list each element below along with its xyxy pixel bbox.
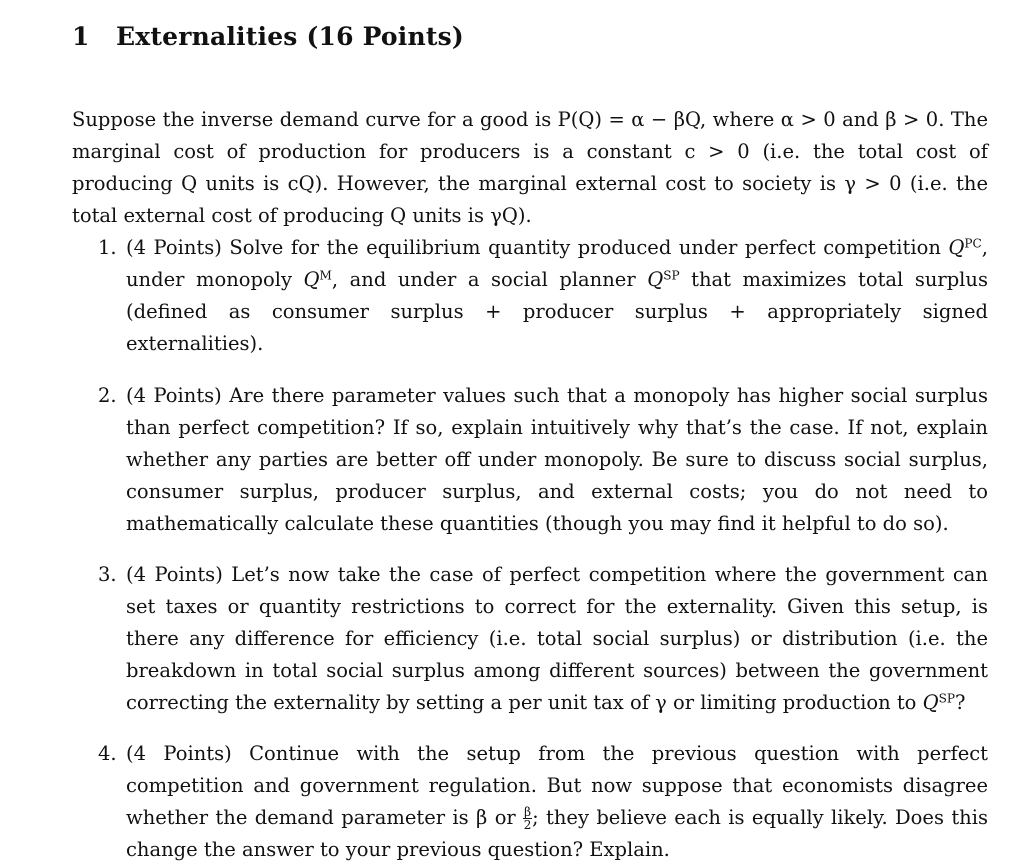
question-list xyxy=(98,232,988,866)
question-item xyxy=(98,380,988,540)
question-text: (4 Points) Continue with the setup from the previous question with perfect competition and government regulation. But now suppose that economists disagree whether the demand parameter is β or $\frac{\beta}{2}$ ; they believe each is equally likely. Does this change the answer to your previous question? Explain. xyxy=(126,742,988,861)
question-text: (4 Points) Solve for the equilibrium quantity produced under perfect competition $Q^{PC}$, under monopoly $Q^M$, and under a social planner $Q^{SP}$ that maximizes total surplus (defined as consumer surplus + producer surplus + appropriately signed externalities). xyxy=(126,236,988,355)
question-item xyxy=(98,559,988,719)
question-number: 3. xyxy=(98,563,117,586)
section-heading xyxy=(72,22,464,51)
question-text: (4 Points) Let’s now take the case of perfect competition where the government can set taxes or quantity restrictions to correct for the externality. Given this setup, is there any difference for efficiency (i.e. total social surplus) or distribution (i.e. the breakdown in total social surplus among different sources) between the government correcting the externality by setting a per unit tax of γ or limiting production to $Q^{SP}$? xyxy=(126,563,988,714)
question-item xyxy=(98,232,988,360)
section-title: Externalities (16 Points) xyxy=(116,22,464,51)
question-text: (4 Points) Are there parameter values such that a monopoly has higher social surplus than perfect competition? If so, explain intuitively why that’s the case. If not, explain whether any parties are better off under monopoly. Be sure to discuss social surplus, consumer surplus, producer surplus, and external costs; you do not need to mathematically calculate these quantities (though you may find it helpful to do so). xyxy=(126,384,988,535)
intro-paragraph: Suppose the inverse demand curve for a good is P(Q) = α − βQ, where α > 0 and β > 0. The marginal cost of production for producers is a constant c > 0 (i.e. the total cost of producing Q units is cQ). However, the marginal external cost to society is γ > 0 (i.e. the total external cost of producing Q units is γQ). xyxy=(72,107,988,227)
question-number: 2. xyxy=(98,384,117,407)
section-number: 1 xyxy=(72,22,90,51)
question-number: 4. xyxy=(98,742,117,765)
question-number: 1. xyxy=(98,236,117,259)
question-item xyxy=(98,738,988,866)
